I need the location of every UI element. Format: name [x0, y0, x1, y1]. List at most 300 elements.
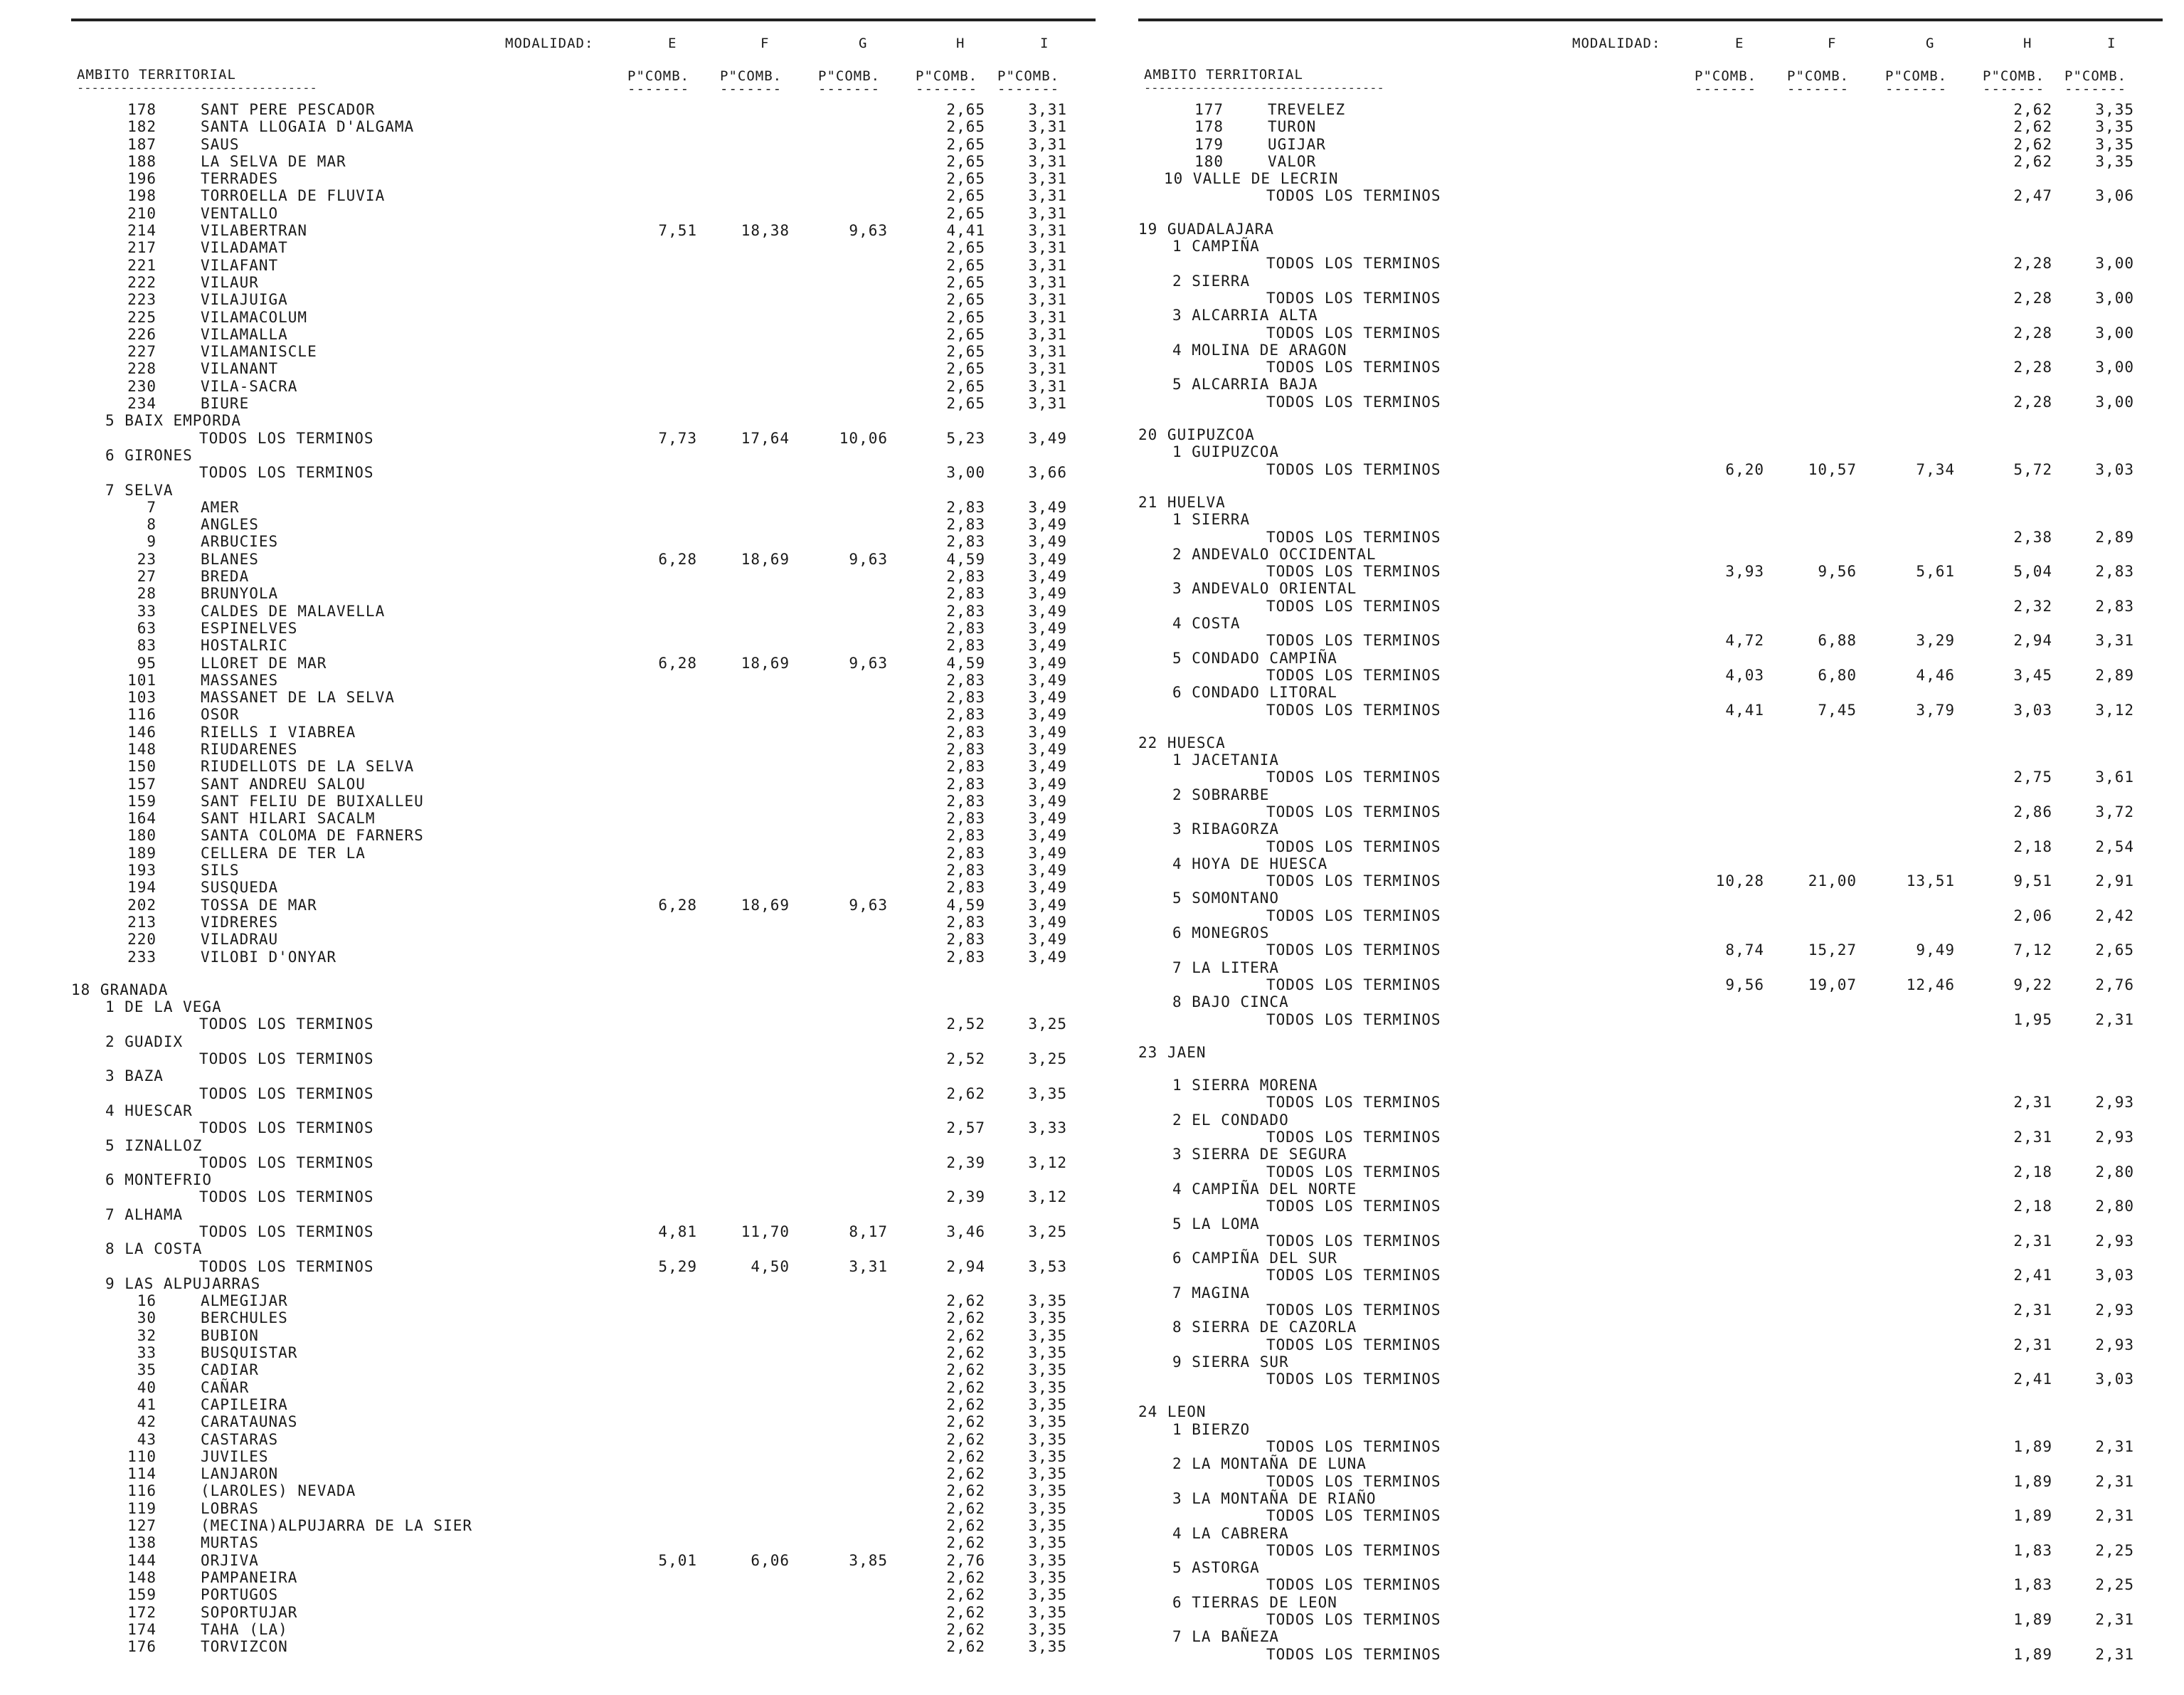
value-i: 3,31 — [1028, 291, 1067, 309]
municipality-name: TURON — [1268, 118, 1317, 136]
province-name: 20 GUIPUZCOA — [1138, 426, 1255, 444]
todos-label: TODOS LOS TERMINOS — [1266, 563, 1441, 581]
municipality-code: 7 — [147, 498, 157, 516]
comarca-row — [71, 447, 1138, 464]
value-h: 2,62 — [946, 1620, 985, 1638]
value-g: 3,29 — [1916, 632, 1955, 650]
municipality-row — [71, 239, 1138, 256]
province-row — [1138, 1044, 2184, 1061]
column-header-h: H — [956, 36, 965, 51]
value-h: 2,83 — [946, 758, 985, 776]
comarca-row — [1138, 751, 2184, 769]
municipality-code: 159 — [127, 1586, 157, 1604]
comarca-row — [71, 1067, 1138, 1084]
value-i: 2,31 — [2095, 1010, 2134, 1028]
value-h: 1,89 — [2013, 1507, 2052, 1525]
todos-row — [1138, 461, 2184, 478]
municipality-row — [71, 205, 1138, 222]
comarca-name: 7 LA BAÑEZA — [1172, 1628, 1280, 1646]
comarca-row — [1138, 170, 2184, 187]
municipality-row — [71, 585, 1138, 602]
municipality-row — [71, 326, 1138, 343]
municipality-name: LA SELVA DE MAR — [201, 152, 346, 170]
municipality-code: 116 — [127, 706, 157, 724]
municipality-row — [71, 1604, 1138, 1621]
todos-row — [71, 1119, 1138, 1136]
municipality-code: 119 — [127, 1499, 157, 1517]
municipality-code: 225 — [127, 308, 157, 326]
value-i: 3,72 — [2095, 803, 2134, 820]
value-f: 6,80 — [1818, 666, 1857, 684]
value-i: 2,80 — [2095, 1163, 2134, 1181]
comarca-name: 5 BAIX EMPORDA — [105, 412, 242, 430]
todos-row — [1138, 1011, 2184, 1028]
value-e: 6,28 — [658, 896, 697, 914]
municipality-row — [71, 620, 1138, 637]
blank-row — [1138, 1388, 2184, 1403]
value-i: 3,35 — [1028, 1344, 1067, 1362]
municipality-code: 35 — [137, 1361, 157, 1379]
value-h: 1,83 — [2013, 1541, 2052, 1559]
municipality-code: 234 — [127, 395, 157, 413]
municipality-name: VILADAMAT — [201, 239, 288, 257]
todos-row — [71, 430, 1138, 447]
municipality-row — [71, 1448, 1138, 1465]
value-e: 7,73 — [658, 429, 697, 447]
comarca-name: 7 LA LITERA — [1172, 959, 1280, 976]
municipality-code: 230 — [127, 377, 157, 395]
value-h: 2,18 — [2013, 838, 2052, 855]
value-h: 1,89 — [2013, 1438, 2052, 1456]
municipality-row — [1138, 101, 2184, 118]
municipality-name: SILS — [201, 862, 240, 880]
todos-row — [1138, 255, 2184, 272]
value-i: 3,33 — [1028, 1119, 1067, 1137]
municipality-code: 226 — [127, 325, 157, 343]
todos-row — [1138, 769, 2184, 786]
value-i: 3,25 — [1028, 1223, 1067, 1240]
todos-row — [1138, 1473, 2184, 1490]
value-f: 10,57 — [1808, 460, 1857, 478]
municipality-row — [71, 862, 1138, 879]
comarca-name: 6 TIERRAS DE LEON — [1172, 1593, 1337, 1611]
comarca-name: 7 SELVA — [105, 481, 174, 499]
blank-row — [1138, 719, 2184, 734]
value-h: 2,83 — [946, 792, 985, 810]
municipality-name: VENTALLO — [201, 204, 279, 222]
province-name: 21 HUELVA — [1138, 493, 1226, 511]
municipality-code: 228 — [127, 360, 157, 378]
value-i: 3,31 — [1028, 152, 1067, 170]
value-h: 2,62 — [946, 1361, 985, 1379]
value-e: 3,93 — [1725, 563, 1764, 581]
municipality-code: 177 — [1194, 101, 1224, 118]
subheader-h: P"COMB. ------- — [1983, 68, 2045, 97]
municipality-name: (MECINA)ALPUJARRA DE LA SIER — [201, 1517, 473, 1535]
municipality-name: SOPORTUJAR — [201, 1603, 298, 1621]
comarca-row — [1138, 580, 2184, 597]
municipality-row — [71, 914, 1138, 931]
value-i: 3,49 — [1028, 533, 1067, 551]
municipality-name: TORVIZCON — [201, 1638, 288, 1656]
value-i: 2,65 — [2095, 941, 2134, 959]
municipality-code: 194 — [127, 879, 157, 897]
municipality-name: RIUDELLOTS DE LA SELVA — [201, 758, 415, 776]
province-name: 24 LEON — [1138, 1403, 1207, 1421]
value-f: 18,38 — [741, 222, 790, 240]
municipality-name: VILAMACOLUM — [201, 308, 308, 326]
ambito-rule: --------------------------------- — [77, 81, 317, 95]
municipality-row — [71, 1500, 1138, 1517]
comarca-name: 5 ALCARRIA BAJA — [1172, 376, 1318, 394]
value-i: 3,49 — [1028, 550, 1067, 568]
todos-label: TODOS LOS TERMINOS — [1266, 1163, 1441, 1181]
municipality-code: 189 — [127, 844, 157, 862]
value-i: 2,93 — [2095, 1094, 2134, 1111]
value-i: 3,35 — [1028, 1620, 1067, 1638]
municipality-row — [71, 516, 1138, 533]
municipality-row — [71, 187, 1138, 204]
comarca-row — [1138, 786, 2184, 803]
todos-row — [1138, 1507, 2184, 1524]
value-i: 3,35 — [1028, 1482, 1067, 1500]
value-h: 3,03 — [2013, 701, 2052, 719]
value-g: 12,46 — [1906, 976, 1955, 993]
comarca-name: 2 GUADIX — [105, 1033, 184, 1050]
value-f: 15,27 — [1808, 941, 1857, 959]
municipality-code: 157 — [127, 775, 157, 793]
value-h: 4,59 — [946, 896, 985, 914]
value-i: 2,91 — [2095, 872, 2134, 890]
value-e: 6,28 — [658, 550, 697, 568]
value-h: 2,83 — [946, 844, 985, 862]
comarca-row — [1138, 1559, 2184, 1576]
value-g: 7,34 — [1916, 460, 1955, 478]
value-i: 3,31 — [1028, 239, 1067, 257]
municipality-name: VILABERTRAN — [201, 222, 308, 240]
value-h: 2,62 — [946, 1430, 985, 1448]
value-h: 2,83 — [946, 533, 985, 551]
municipality-name: VILADRAU — [201, 931, 279, 949]
value-h: 2,65 — [946, 239, 985, 257]
todos-row — [1138, 1438, 2184, 1455]
column-header-f: F — [760, 36, 770, 51]
todos-label: TODOS LOS TERMINOS — [199, 1223, 374, 1240]
comarca-row — [1138, 273, 2184, 290]
value-f: 11,70 — [741, 1223, 790, 1240]
value-h: 2,83 — [946, 498, 985, 516]
municipality-code: 32 — [137, 1326, 157, 1344]
value-i: 3,61 — [2095, 769, 2134, 786]
municipality-code: 101 — [127, 671, 157, 689]
municipality-name: MASSANET DE LA SELVA — [201, 689, 395, 707]
value-i: 3,31 — [1028, 395, 1067, 413]
municipality-row — [71, 672, 1138, 689]
comarca-name: 1 DE LA VEGA — [105, 998, 222, 1016]
value-h: 2,52 — [946, 1050, 985, 1068]
todos-label: TODOS LOS TERMINOS — [1266, 976, 1441, 993]
municipality-code: 148 — [127, 1568, 157, 1586]
municipality-name: ANGLES — [201, 516, 259, 534]
todos-label: TODOS LOS TERMINOS — [1266, 1541, 1441, 1559]
value-i: 3,31 — [1028, 360, 1067, 378]
column-header-e: E — [668, 36, 677, 51]
municipality-name: VIDRERES — [201, 913, 279, 931]
municipality-code: 220 — [127, 931, 157, 949]
municipality-name: SANTA LLOGAIA D'ALGAMA — [201, 118, 415, 136]
value-h: 2,83 — [946, 827, 985, 845]
comarca-name: 6 MONTEFRIO — [105, 1171, 213, 1189]
subheader-g: P"COMB. ------- — [818, 68, 881, 97]
comarca-name: 3 LA MONTAÑA DE RIAÑO — [1172, 1489, 1377, 1507]
value-i: 3,31 — [1028, 256, 1067, 274]
municipality-row — [71, 360, 1138, 377]
column-header-h: H — [2023, 36, 2032, 51]
value-h: 2,62 — [946, 1638, 985, 1656]
municipality-code: 179 — [1194, 135, 1224, 153]
value-i: 3,49 — [1028, 948, 1067, 966]
value-i: 3,49 — [1028, 931, 1067, 949]
municipality-row — [71, 1534, 1138, 1551]
value-i: 3,03 — [2095, 460, 2134, 478]
value-h: 4,59 — [946, 654, 985, 672]
value-h: 2,83 — [946, 862, 985, 880]
value-i: 3,31 — [1028, 118, 1067, 136]
value-g: 9,63 — [849, 550, 888, 568]
value-h: 2,62 — [946, 1499, 985, 1517]
value-g: 10,06 — [839, 429, 888, 447]
municipality-row — [71, 1482, 1138, 1499]
value-h: 2,39 — [946, 1188, 985, 1206]
municipality-code: 116 — [127, 1482, 157, 1500]
municipality-row — [71, 1621, 1138, 1638]
comarca-row — [1138, 924, 2184, 941]
municipality-name: ALMEGIJAR — [201, 1292, 288, 1310]
value-i: 3,49 — [1028, 862, 1067, 880]
municipality-name: SANT FELIU DE BUIXALLEU — [201, 792, 424, 810]
comarca-name: 2 SOBRARBE — [1172, 786, 1270, 803]
left-page — [71, 0, 1138, 1695]
municipality-name: CALDES DE MALAVELLA — [201, 602, 386, 620]
municipality-row — [71, 879, 1138, 896]
municipality-row — [71, 222, 1138, 239]
comarca-row — [1138, 443, 2184, 460]
todos-label: TODOS LOS TERMINOS — [1266, 1507, 1441, 1525]
value-h: 2,62 — [946, 1534, 985, 1552]
value-i: 3,49 — [1028, 913, 1067, 931]
comarca-row — [71, 1137, 1138, 1154]
value-h: 2,62 — [946, 1309, 985, 1327]
municipality-code: 146 — [127, 723, 157, 741]
comarca-name: 1 GUIPUZCOA — [1172, 443, 1280, 461]
value-f: 17,64 — [741, 429, 790, 447]
municipality-name: PAMPANEIRA — [201, 1568, 298, 1586]
value-i: 2,31 — [2095, 1438, 2134, 1456]
value-i: 3,35 — [1028, 1447, 1067, 1465]
municipality-name: MURTAS — [201, 1534, 259, 1552]
municipality-name: CADIAR — [201, 1361, 259, 1379]
value-i: 3,35 — [1028, 1517, 1067, 1535]
municipality-row — [71, 309, 1138, 326]
todos-row — [1138, 976, 2184, 993]
municipality-row — [71, 1327, 1138, 1344]
municipality-name: VILAUR — [201, 273, 259, 291]
value-i: 3,00 — [2095, 289, 2134, 307]
municipality-name: ORJIVA — [201, 1551, 259, 1569]
comarca-row — [1138, 993, 2184, 1010]
municipality-row — [71, 1344, 1138, 1361]
value-h: 2,62 — [946, 1292, 985, 1310]
value-h: 2,94 — [2013, 632, 2052, 650]
column-header-f: F — [1828, 36, 1837, 51]
municipality-row — [71, 257, 1138, 274]
blank-row — [1138, 1061, 2184, 1077]
comarca-row — [1138, 1319, 2184, 1336]
municipality-row — [71, 637, 1138, 654]
value-i: 3,35 — [1028, 1326, 1067, 1344]
municipality-code: 178 — [127, 101, 157, 118]
value-h: 5,23 — [946, 429, 985, 447]
todos-label: TODOS LOS TERMINOS — [1266, 187, 1441, 205]
municipality-name: AMER — [201, 498, 240, 516]
comarca-row — [71, 1240, 1138, 1257]
todos-row — [71, 1188, 1138, 1205]
municipality-row — [71, 291, 1138, 308]
todos-label: TODOS LOS TERMINOS — [1266, 289, 1441, 307]
value-i: 3,31 — [1028, 325, 1067, 343]
municipality-row — [71, 568, 1138, 585]
value-i: 3,00 — [2095, 393, 2134, 411]
todos-label: TODOS LOS TERMINOS — [199, 1188, 374, 1206]
todos-row — [71, 464, 1138, 481]
municipality-name: SUSQUEDA — [201, 879, 279, 897]
value-h: 2,31 — [2013, 1094, 2052, 1111]
value-i: 3,31 — [1028, 222, 1067, 240]
todos-row — [1138, 1163, 2184, 1181]
value-h: 2,62 — [946, 1517, 985, 1535]
value-h: 5,04 — [2013, 563, 2052, 581]
province-name: 19 GUADALAJARA — [1138, 220, 1275, 238]
value-h: 2,62 — [946, 1568, 985, 1586]
municipality-code: 138 — [127, 1534, 157, 1552]
comarca-row — [1138, 342, 2184, 359]
todos-row — [1138, 1267, 2184, 1284]
municipality-name: MASSANES — [201, 671, 279, 689]
municipality-code: 9 — [147, 533, 157, 551]
todos-row — [1138, 359, 2184, 376]
municipality-code: 222 — [127, 273, 157, 291]
subheader-e: P"COMB. ------- — [1695, 68, 1757, 97]
value-i: 3,35 — [1028, 1568, 1067, 1586]
todos-label: TODOS LOS TERMINOS — [1266, 255, 1441, 273]
value-i: 3,49 — [1028, 827, 1067, 845]
value-f: 18,69 — [741, 654, 790, 672]
value-h: 2,62 — [946, 1465, 985, 1483]
municipality-name: SANT ANDREU SALOU — [201, 775, 366, 793]
municipality-code: 223 — [127, 291, 157, 309]
value-i: 3,49 — [1028, 879, 1067, 897]
value-f: 7,45 — [1818, 701, 1857, 719]
ambito-rule: --------------------------------- — [1144, 81, 1384, 95]
todos-label: TODOS LOS TERMINOS — [1266, 1301, 1441, 1319]
comarca-row — [1138, 1146, 2184, 1163]
comarca-row — [1138, 1594, 2184, 1611]
todos-row — [1138, 838, 2184, 855]
todos-label: TODOS LOS TERMINOS — [1266, 1267, 1441, 1284]
comarca-name: 8 BAJO CINCA — [1172, 993, 1289, 1011]
municipality-code: 95 — [137, 654, 157, 672]
todos-label: TODOS LOS TERMINOS — [1266, 1336, 1441, 1353]
municipality-code: 110 — [127, 1447, 157, 1465]
todos-label: TODOS LOS TERMINOS — [1266, 941, 1441, 959]
comarca-name: 7 ALHAMA — [105, 1205, 184, 1223]
municipality-code: 41 — [137, 1395, 157, 1413]
municipality-code: 33 — [137, 602, 157, 620]
todos-row — [71, 1154, 1138, 1171]
comarca-name: 4 COSTA — [1172, 615, 1241, 633]
municipality-row — [71, 343, 1138, 360]
value-h: 1,83 — [2013, 1576, 2052, 1594]
value-h: 2,31 — [2013, 1336, 2052, 1353]
comarca-row — [71, 1171, 1138, 1188]
value-f: 21,00 — [1808, 872, 1857, 890]
value-h: 2,65 — [946, 308, 985, 326]
municipality-row — [71, 118, 1138, 135]
municipality-row — [71, 1517, 1138, 1534]
municipality-code: 187 — [127, 135, 157, 153]
municipality-code: 8 — [147, 516, 157, 534]
municipality-code: 182 — [127, 118, 157, 136]
comarca-row — [1138, 615, 2184, 632]
value-e: 8,74 — [1725, 941, 1764, 959]
value-i: 3,49 — [1028, 775, 1067, 793]
todos-row — [1138, 563, 2184, 580]
value-i: 3,49 — [1028, 758, 1067, 776]
value-h: 2,62 — [946, 1378, 985, 1396]
value-i: 2,76 — [2095, 976, 2134, 993]
municipality-row — [71, 793, 1138, 810]
value-g: 3,85 — [849, 1551, 888, 1569]
column-header-g: G — [1926, 36, 1935, 51]
right-table-body — [1138, 101, 2184, 1663]
municipality-row — [71, 758, 1138, 775]
value-i: 3,49 — [1028, 723, 1067, 741]
value-i: 3,06 — [2095, 187, 2134, 205]
value-h: 2,62 — [2013, 101, 2052, 118]
municipality-row — [71, 1431, 1138, 1448]
subheader-f: P"COMB. ------- — [720, 68, 783, 97]
value-i: 3,49 — [1028, 844, 1067, 862]
modalidad-label: MODALIDAD: — [505, 36, 594, 51]
municipality-row — [71, 776, 1138, 793]
todos-label: TODOS LOS TERMINOS — [1266, 803, 1441, 820]
todos-label: TODOS LOS TERMINOS — [1266, 1094, 1441, 1111]
value-i: 3,12 — [1028, 1188, 1067, 1206]
municipality-name: RIELLS I VIABREA — [201, 723, 356, 741]
value-e: 9,56 — [1725, 976, 1764, 993]
value-h: 2,65 — [946, 377, 985, 395]
value-h: 2,62 — [946, 1326, 985, 1344]
todos-row — [1138, 632, 2184, 649]
municipality-code: 28 — [137, 585, 157, 603]
modalidad-label: MODALIDAD: — [1572, 36, 1661, 51]
todos-label: TODOS LOS TERMINOS — [199, 429, 374, 447]
value-h: 2,28 — [2013, 289, 2052, 307]
value-i: 2,25 — [2095, 1576, 2134, 1594]
value-e: 4,03 — [1725, 666, 1764, 684]
municipality-code: 114 — [127, 1465, 157, 1483]
todos-row — [1138, 803, 2184, 820]
